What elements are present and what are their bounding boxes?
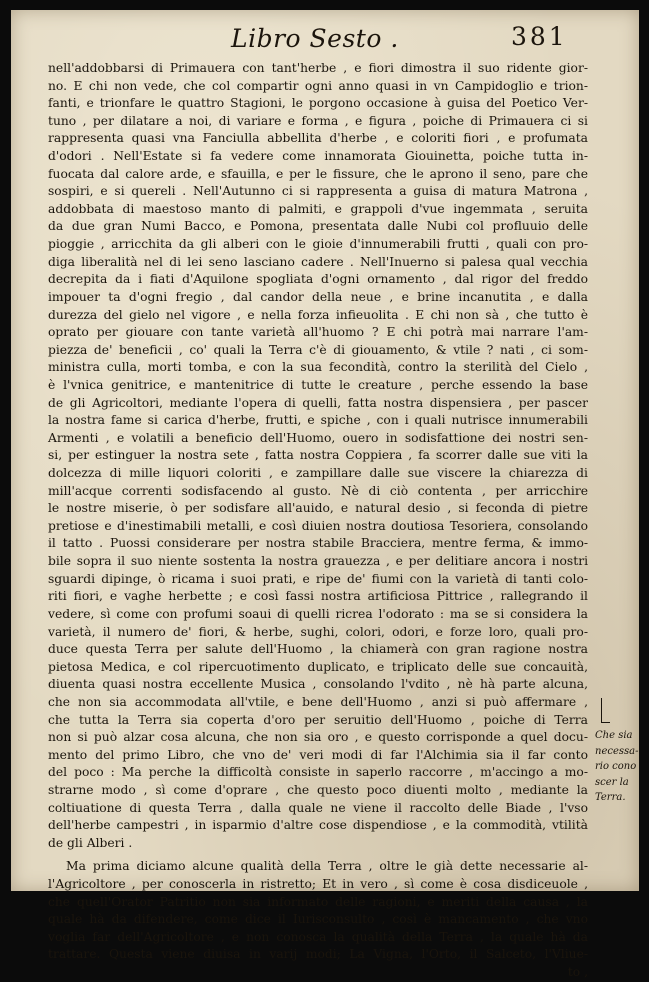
text-line: diga liberalità nel di lei seno lasciano cadere . Nell'Inuerno si palesa qual vecchia [48,254,588,269]
text-line: varietà, il numero de' fiori, & herbe, sughi, colori, odori, e forze loro, quali pro- [48,624,588,639]
text-line: pietosa Medica, e col ripercuotimento duplicato, e triplicato delle sue concauità, [48,659,588,674]
text-line: dell'herbe campestri , in isparmio d'altre cose dispendiose , e la commodità, vtilità [48,818,588,833]
text-line: la nostra fame si carica d'herbe, frutti, e spiche , con i quali nutrisce innumerabili [48,413,588,428]
text-line: Armenti , e volatili a beneficio dell'Huomo, ouero in sodisfattione dei nostri sen- [48,430,588,445]
page-number: 381 [511,22,568,51]
text-line: piezza de' beneficii , co' quali la Terra c'è di giouamento, & vtile ? nati , ci som- [48,342,588,357]
text-line: de gli Alberi . [48,835,133,850]
text-line: Ma prima diciamo alcune qualità della Terra , oltre le già dette necessarie al- [66,859,588,874]
text-line: sospiri, e si quereli . Nell'Autunno ci si rappresenta a guisa di matura Matrona , [48,184,588,199]
text-line: il tatto . Puossi considerare per nostra stabile Bracciera, mentre ferma, & immo- [48,536,588,551]
text-line: bile sopra il suo niente sostenta la nostra grauezza , e per delitiare ancora i nostri [48,554,588,569]
text-line: coltiuatione di questa Terra , dalla quale ne viene il raccolto delle Biade , l'vso [48,800,588,815]
margin-note-line: Che sia [595,730,633,741]
text-line: fuocata dal calore arde, e sfauilla, e per le fissure, che le aprono il seno, pare che [48,166,588,181]
text-line: pretiose e d'inestimabili metalli, e così diuien nostra doutiosa Tesoriera, consolando [48,518,588,533]
text-line: de gli Agricoltori, mediante l'opera di quelli, fatta nostra dispensiera , per pascer [48,395,588,410]
text-line: si, per estinguer la nostra sete , fatta nostra Coppiera , fa scorrer dalle sue viti la [48,448,588,463]
text-line: no. E chi non vede, che col compartir ogni anno quasi in vn Campidoglio e trion- [48,78,588,93]
text-line: mento del primo Libro, che vno de' veri modi di far l'Alchimia sia il far conto [48,747,588,762]
main-text [48,60,588,982]
margin-bracket [601,698,610,723]
text-line: oprato per giouare con tante varietà all'huomo ? E chi potrà mai narrare l'am- [48,325,588,340]
text-line: sguardi dipinge, ò ricama i suoi prati, e ripe de' fiumi con la varietà di tanti colo- [48,571,588,586]
text-line: le nostre miserie, ò per sodisfare all'auido, e natural desio , si feconda di pietre [48,501,588,516]
text-line: vedere, sì come con profumi soaui di quelli ricrea l'odorato : ma se si considera la [48,606,588,621]
text-line: che quell'Orator Patritio non sia informato delle ragioni, e meriti della causa , la [48,894,588,909]
text-line: durezza del gielo nel vigore , e nella forza infieuolita . E chi non sà , che tutto è [48,307,588,322]
page-header [11,24,639,60]
text-line: decrepita da i fiati d'Aquilone spogliata d'ogni ornamento , dal rigor del freddo [48,272,588,287]
text-line: trattare. Questa viene diuisa in varij modi; La Vigna, l'Orto, il Salceto, l'Vliue- [48,947,588,962]
paragraph-2 [48,858,588,981]
text-line: ministra culla, morti tomba, e con la sua fecondità, contro la sterilità del Cielo , [48,360,588,375]
margin-note-line: rio cono [595,761,637,772]
text-line: non si può alzar cosa alcuna, che non sia oro , e questo corrisponde a quel docu- [48,730,588,745]
text-line: duce questa Terra per salute dell'Huomo , la chiamerà con gran ragione nostra [48,642,588,657]
text-line: rappresenta quasi vna Fanciulla abbellita d'herbe , e coloriti fiori , e profumata [48,131,588,146]
text-line: l'Agricoltore , per conoscerla in ristretto; Et in vero , sì come è cosa disdiceuole , [48,877,588,892]
text-line: d'odori . Nell'Estate si fa vedere come innamorata Giouinetta, poiche tutta in- [48,149,588,164]
running-title: Libro Sesto . [231,24,399,53]
text-line: è l'vnica genitrice, e mantenitrice di tutte le creature , perche essendo la base [48,377,588,392]
text-line: pioggie , arricchita da gli alberi con le gioie d'innumerabili frutti , quali con pro- [48,237,588,252]
text-line: che non sia accommodata all'vtile, e bene dell'Huomo , anzi si può affermare , [48,694,588,709]
text-line: mill'acque correnti sodisfacendo al gusto. Nè di ciò contenta , per arricchire [48,483,588,498]
margin-note-line: Terra. [595,792,626,803]
margin-note-line: necessa- [595,745,639,757]
text-line: nell'addobbarsi di Primauera con tant'herbe , e fiori dimostra il suo ridente gior- [48,61,588,75]
text-line: riti fiori, e vaghe herbette ; e così fassi nostra artificiosa Pittrice , rallegrando il [48,589,588,604]
text-line: tuno , per dilatare a noi, di variare e forma , e figura , poiche di Primauera ci si [48,113,588,128]
margin-note-line: scer la [595,776,629,788]
text-line: da due gran Numi Bacco, e Pomona, presentata dalle Nubi col profluuio delle [48,219,588,234]
text-line: strarne modo , sì come d'oprare , che questo poco diuenti molto , mediante la [48,782,588,797]
text-line: del poco : Ma perche la difficoltà consiste in saperlo raccorre , m'accingo a mo- [48,765,588,780]
book-page [11,10,639,980]
text-line: diuenta quasi nostra eccellente Musica , consolando l'vdito , nè hà parte alcuna, [48,677,588,692]
text-line: addobbata di maestoso manto di palmiti, e grappoli d'vue ingemmata , seruita [48,201,588,216]
margin-note [595,728,639,806]
text-line: fanti, e trionfare le quattro Stagioni, le porgono occasione à guisa del Poetico Ver- [48,96,588,111]
paragraph-1 [48,60,588,852]
text-line: quale hà da difendere, come dice il Iurisconsulto , così è mancamento , che vno [48,912,588,927]
text-line: dolcezza di mille liquori coloriti , e zampillare dalle sue viscere la chiarezza di [48,466,588,481]
text-line: che tutta la Terra sia coperta d'oro per seruitio dell'Huomo , poiche di Terra [48,712,588,727]
text-line: voglia far dell'Agricoltore , e non conosca la qualità della Terra , la quale hà da [48,929,588,944]
text-line: to , [567,965,588,980]
text-line: impouer ta d'ogni fregio , dal candor della neue , e brine incanutita , e dalla [48,289,588,304]
